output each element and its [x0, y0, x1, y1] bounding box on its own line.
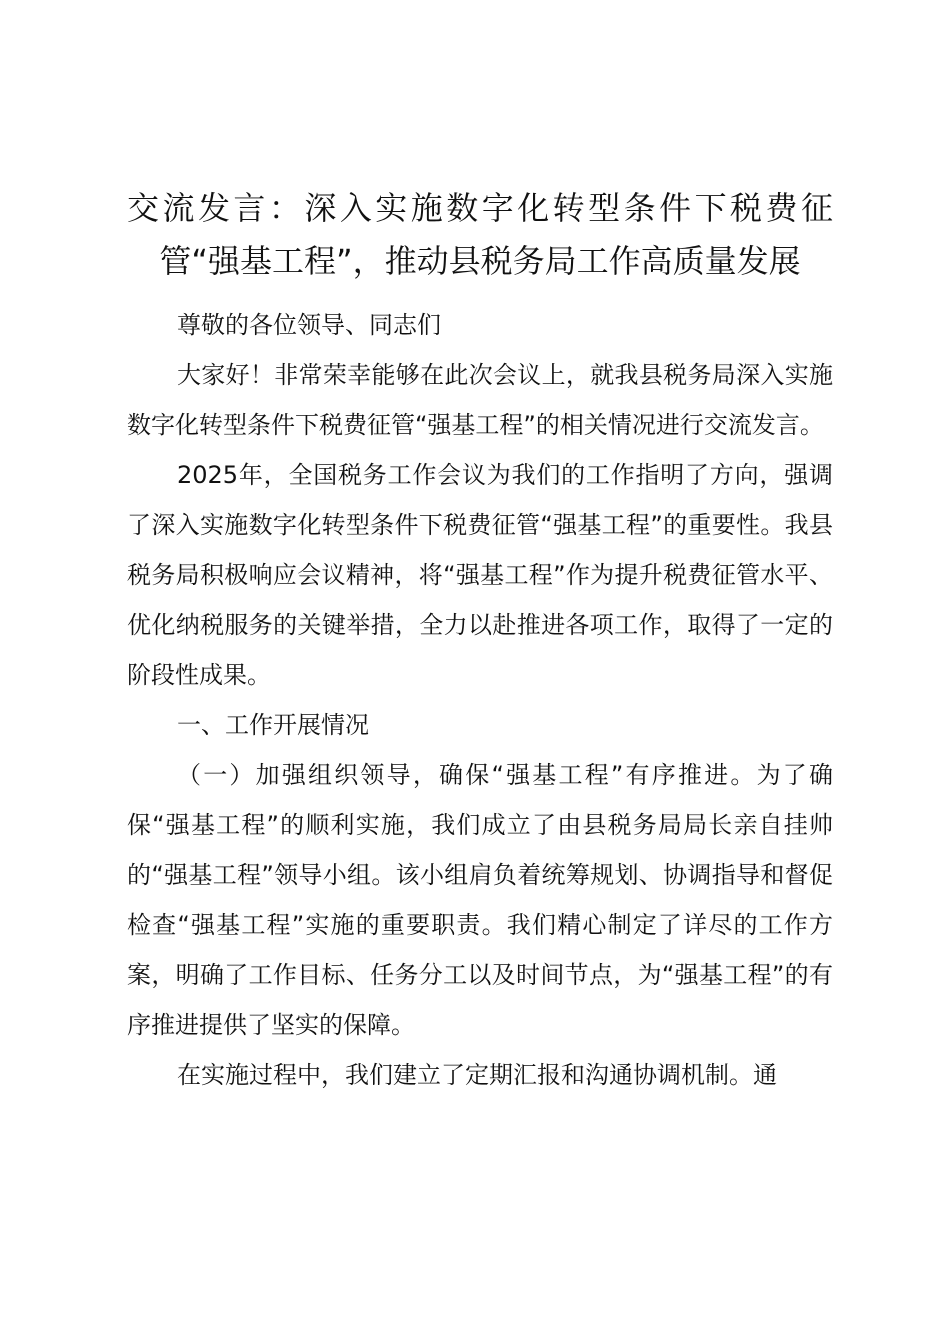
section-heading-work-progress: 一、工作开展情况	[177, 711, 369, 739]
document-page	[127, 182, 833, 1100]
paragraph-background: 2025年，全国税务工作会议为我们的工作指明了方向，强调了深入实施数字化转型条件下税费征管“强基工程”的重要性。我县税务局积极响应会议精神，将“强基工程”作为提升税费征管水平、优化纳税服务的关键举措，全力以赴推进各项工作，取得了一定的阶段性成果。	[127, 461, 833, 689]
document-body	[127, 300, 833, 1100]
paragraph-organization-leadership: （一）加强组织领导，确保“强基工程”有序推进。为了确保“强基工程”的顺利实施，我们成立了由县税务局局长亲自挂帅的“强基工程”领导小组。该小组肩负着统筹规划、协调指导和督促检查“强基工程”实施的重要职责。我们精心制定了详尽的工作方案，明确了工作目标、任务分工以及时间节点，为“强基工程”的有序推进提供了坚实的保障。	[127, 761, 833, 1039]
paragraph-implementation: 在实施过程中，我们建立了定期汇报和沟通协调机制。通	[177, 1061, 777, 1089]
document-title: 交流发言：深入实施数字化转型条件下税费征管“强基工程”，推动县税务局工作高质量发展	[127, 189, 833, 280]
paragraph-greeting: 大家好！非常荣幸能够在此次会议上，就我县税务局深入实施数字化转型条件下税费征管“强基工程”的相关情况进行交流发言。	[127, 361, 833, 439]
salutation: 尊敬的各位领导、同志们	[177, 311, 441, 339]
